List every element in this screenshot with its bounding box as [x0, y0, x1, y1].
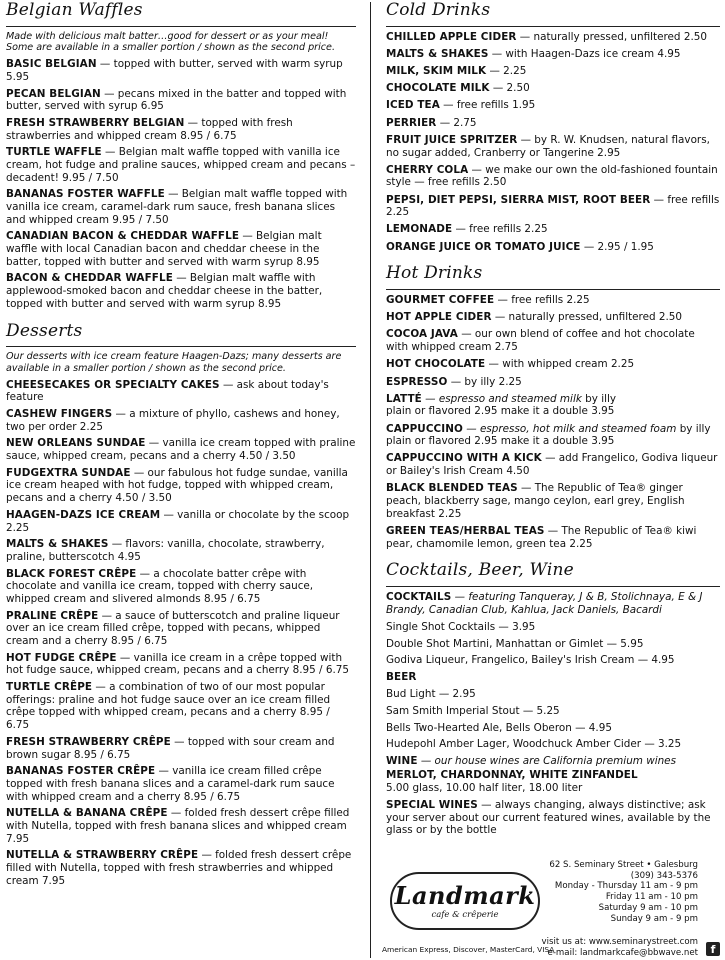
menu-item: CHEESECAKES OR SPECIALTY CAKES — ask about today's feature — [6, 378, 329, 404]
menu-item: GREEN TEAS/HERBAL TEAS — The Republic of Tea® kiwi pear, chamomile lemon, green tea 2.25 — [386, 524, 697, 550]
menu-item: COCOA JAVA — our own blend of coffee and hot chocolate with whipped cream 2.75 — [386, 328, 695, 354]
waffles-intro: Made with delicious malt batter…good for dessert or as your meal! Some are available in a smaller portion / shown as the second price. — [6, 30, 336, 54]
waffles-title: Belgian Waffles — [6, 0, 143, 20]
menu-item: BACON & CHEDDAR WAFFLE — Belgian malt waffle with applewood-smoked bacon and cheddar cheese in the batter, topped with butter and served with warm syrup 8.95 — [6, 272, 323, 310]
beer-header: BEER — [386, 670, 417, 683]
menu-item: TURTLE CRÊPE — a combination of two of our most popular offerings: praline and hot fudge sauce over an ice cream filled crêpe topped with whipped cream, pecans and a cherry 8.95 / 6.75 — [6, 681, 331, 732]
menu-item: CASHEW FINGERS — a mixture of phyllo, cashews and honey, two per order 2.25 — [6, 408, 340, 433]
wine-prices: 5.00 glass, 10.00 half liter, 18.00 liter — [386, 782, 583, 795]
contact-block — [542, 937, 698, 958]
menu-item-cappuccino: CAPPUCCINO — espresso, hot milk and steamed foam by illy plain or flavored 2.95 make it a double 3.95 — [386, 422, 711, 448]
logo-wordmark: Landmark — [394, 881, 536, 911]
desserts-title: Desserts — [6, 320, 83, 341]
waffles-section-header — [6, 0, 356, 27]
menu-item: CHILLED APPLE CIDER — naturally pressed, unfiltered 2.50 — [386, 30, 707, 43]
menu-item: NEW ORLEANS SUNDAE — vanilla ice cream topped with praline sauce, whipped cream, pecans and a cherry 4.50 / 3.50 — [6, 437, 356, 463]
menu-item: LEMONADE — free refills 2.25 — [386, 223, 548, 236]
beer-line: Sam Smith Imperial Stout — 5.25 — [386, 704, 560, 717]
accepted-cards: American Express, Discover, MasterCard, VISA — [382, 944, 555, 954]
hours-line: Sunday 9 am - 9 pm — [610, 913, 698, 924]
menu-item: PEPSI, DIET PEPSI, SIERRA MIST, ROOT BEER — free refills 2.25 — [386, 193, 720, 219]
email[interactable]: e-mail: landmarkcafe@bbwave.net — [547, 947, 698, 958]
menu-item: CHERRY COLA — we make our own the old-fashioned fountain style — free refills 2.50 — [386, 163, 718, 189]
menu-item: ESPRESSO — by illy 2.25 — [386, 375, 522, 388]
menu-item: BASIC BELGIAN — topped with butter, served with warm syrup 5.95 — [6, 58, 343, 83]
website[interactable]: visit us at: www.seminarystreet.com — [541, 937, 698, 948]
menu-item: NUTELLA & STRAWBERRY CRÊPE — folded fresh dessert crêpe filled with Nutella, topped with fresh strawberries and whipped cream 7.95 — [6, 849, 352, 887]
menu-item: HAAGEN-DAZS ICE CREAM — vanilla or chocolate by the scoop 2.25 — [6, 508, 350, 534]
menu-item: BLACK BLENDED TEAS — The Republic of Tea® ginger peach, blackberry sage, mango ceylon, earl grey, English breakfast 2.25 — [386, 482, 685, 520]
desserts-intro: Our desserts with ice cream feature Haagen-Dazs; many desserts are available in a smaller portion / shown as the second price. — [6, 351, 342, 374]
left-column — [6, 0, 356, 960]
cold-drinks-section-header — [386, 0, 720, 27]
column-divider — [370, 2, 371, 958]
menu-item: NUTELLA & BANANA CRÊPE — folded fresh dessert crêpe filled with Nutella, topped with fresh banana slices and whipped cream 7.95 — [6, 807, 350, 845]
menu-item: TURTLE WAFFLE — Belgian malt waffle topped with vanilla ice cream, hot fudge and praline sauces, whipped cream and pecans – decadent! 9.95 / 7.50 — [6, 146, 356, 184]
menu-item: HOT CHOCOLATE — with whipped cream 2.25 — [386, 358, 635, 371]
menu-item: FRESH STRAWBERRY BELGIAN — topped with fresh strawberries and whipped cream 8.95 / 6.75 — [6, 116, 293, 142]
menu-item: ICED TEA — free refills 1.95 — [386, 99, 536, 112]
cocktails-section-header — [386, 560, 720, 587]
menu-item: BLACK FOREST CRÊPE — a chocolate batter crêpe with chocolate and vanilla ice cream, topped with cherry sauce, whipped cream and slivered almonds 8.95 / 6.75 — [6, 567, 314, 605]
logo-tagline: cafe & crêperie — [431, 910, 499, 921]
menu-item: FRUIT JUICE SPRITZER — by R. W. Knudsen, natural flavors, no sugar added, Cranberry or Tangerine 2.95 — [386, 133, 710, 159]
menu-item: MALTS & SHAKES — with Haagen-Dazs ice cream 4.95 — [386, 47, 681, 60]
address-block — [549, 860, 698, 924]
cocktails-list — [386, 591, 720, 837]
menu-item: PECAN BELGIAN — pecans mixed in the batter and topped with butter, served with syrup 6.95 — [6, 87, 347, 113]
landmark-logo — [390, 872, 540, 930]
menu-item: CHOCOLATE MILK — 2.50 — [386, 82, 530, 95]
menu-item: BANANAS FOSTER CRÊPE — vanilla ice cream filled crêpe topped with fresh banana slices and a caramel-dark rum sauce with whipped cream and a cherry 8.95 / 6.75 — [6, 765, 335, 803]
cold-drinks-title: Cold Drinks — [386, 0, 491, 20]
waffles-list — [6, 58, 356, 310]
desserts-list — [6, 379, 356, 888]
desserts-section-header — [6, 321, 356, 348]
menu-item: FUDGEXTRA SUNDAE — our fabulous hot fudge sundae, vanilla ice cream heaped with hot fudge, topped with whipped cream, pecans and a cherry 4.50 / 3.50 — [6, 466, 348, 505]
menu-item: MALTS & SHAKES — flavors: vanilla, chocolate, strawberry, praline, butterscotch 4.95 — [6, 538, 325, 563]
wine-header: WINE — our house wines are California premium wines — [386, 754, 676, 767]
right-column — [382, 0, 720, 960]
cold-drinks-list — [386, 31, 720, 254]
menu-item: CANADIAN BACON & CHEDDAR WAFFLE — Belgian malt waffle with local Canadian bacon and cheddar cheese in the batter, topped with butter and served with warm syrup 8.95 — [6, 230, 322, 268]
hours-line: Monday - Thursday 11 am - 9 pm — [554, 881, 698, 892]
cocktail-line: Godiva Liqueur, Frangelico, Bailey's Irish Cream — 4.95 — [386, 654, 675, 667]
address: 62 S. Seminary Street • Galesburg — [549, 860, 698, 870]
hot-drinks-title: Hot Drinks — [386, 263, 483, 284]
beer-line: Hudepohl Amber Lager, Woodchuck Amber Cider — 3.25 — [386, 738, 682, 751]
cocktail-line: Single Shot Cocktails — 3.95 — [386, 620, 536, 633]
menu-item: BANANAS FOSTER WAFFLE — Belgian malt waffle topped with vanilla ice cream, caramel-dark rum sauce, fresh banana slices and whipped cream 9.95 / 7.50 — [6, 188, 348, 226]
hours-line: Saturday 9 am - 10 pm — [598, 902, 698, 913]
menu-item: PRALINE CRÊPE — a sauce of butterscotch and praline liqueur over an ice cream filled crêpe, topped with pecans, whipped cream and a cherry 8.95 / 6.75 — [6, 609, 340, 648]
menu-item: MILK, SKIM MILK — 2.25 — [386, 65, 527, 78]
wine-varietals: MERLOT, CHARDONNAY, WHITE ZINFANDEL — [386, 768, 638, 781]
phone: (309) 343-5376 — [630, 870, 698, 881]
beer-line: Bells Two-Hearted Ale, Bells Oberon — 4.95 — [386, 721, 612, 734]
menu-item: HOT FUDGE CRÊPE — vanilla ice cream in a crêpe topped with hot fudge sauce, whipped cream, pecans and a cherry 8.95 / 6.75 — [6, 651, 349, 677]
facebook-icon[interactable]: f — [706, 942, 720, 956]
cocktails-title: Cocktails, Beer, Wine — [386, 560, 574, 581]
hot-drinks-list — [386, 294, 720, 550]
menu-item: GOURMET COFFEE — free refills 2.25 — [386, 294, 590, 307]
cocktails-header: COCKTAILS — featuring Tanqueray, J & B, Stolichnaya, E & J Brandy, Canadian Club, Kahlua, Jack Daniels, Bacardi — [386, 591, 703, 616]
hours-line: Friday 11 am - 10 pm — [605, 892, 698, 903]
menu-item: PERRIER — 2.75 — [386, 116, 477, 129]
menu-item: FRESH STRAWBERRY CRÊPE — topped with sour cream and brown sugar 8.95 / 6.75 — [6, 735, 335, 761]
hot-drinks-section-header — [386, 263, 720, 290]
special-wines: SPECIAL WINES — always changing, always distinctive; ask your server about our current featured wines, available by the glass or by the bottle — [386, 798, 711, 837]
menu-item: ORANGE JUICE OR TOMATO JUICE — 2.95 / 1.95 — [386, 240, 654, 253]
menu-item: CAPPUCCINO WITH A KICK — add Frangelico, Godiva liqueur or Bailey's Irish Cream 4.50 — [386, 452, 718, 478]
menu-item: HOT APPLE CIDER — naturally pressed, unfiltered 2.50 — [386, 311, 683, 324]
menu-item-latte: LATTÉ — espresso and steamed milk by illy plain or flavored 2.95 make it a double 3.95 — [386, 392, 617, 418]
footer — [382, 860, 720, 960]
cocktail-line: Double Shot Martini, Manhattan or Gimlet — 5.95 — [386, 637, 644, 650]
beer-line: Bud Light — 2.95 — [386, 688, 476, 701]
